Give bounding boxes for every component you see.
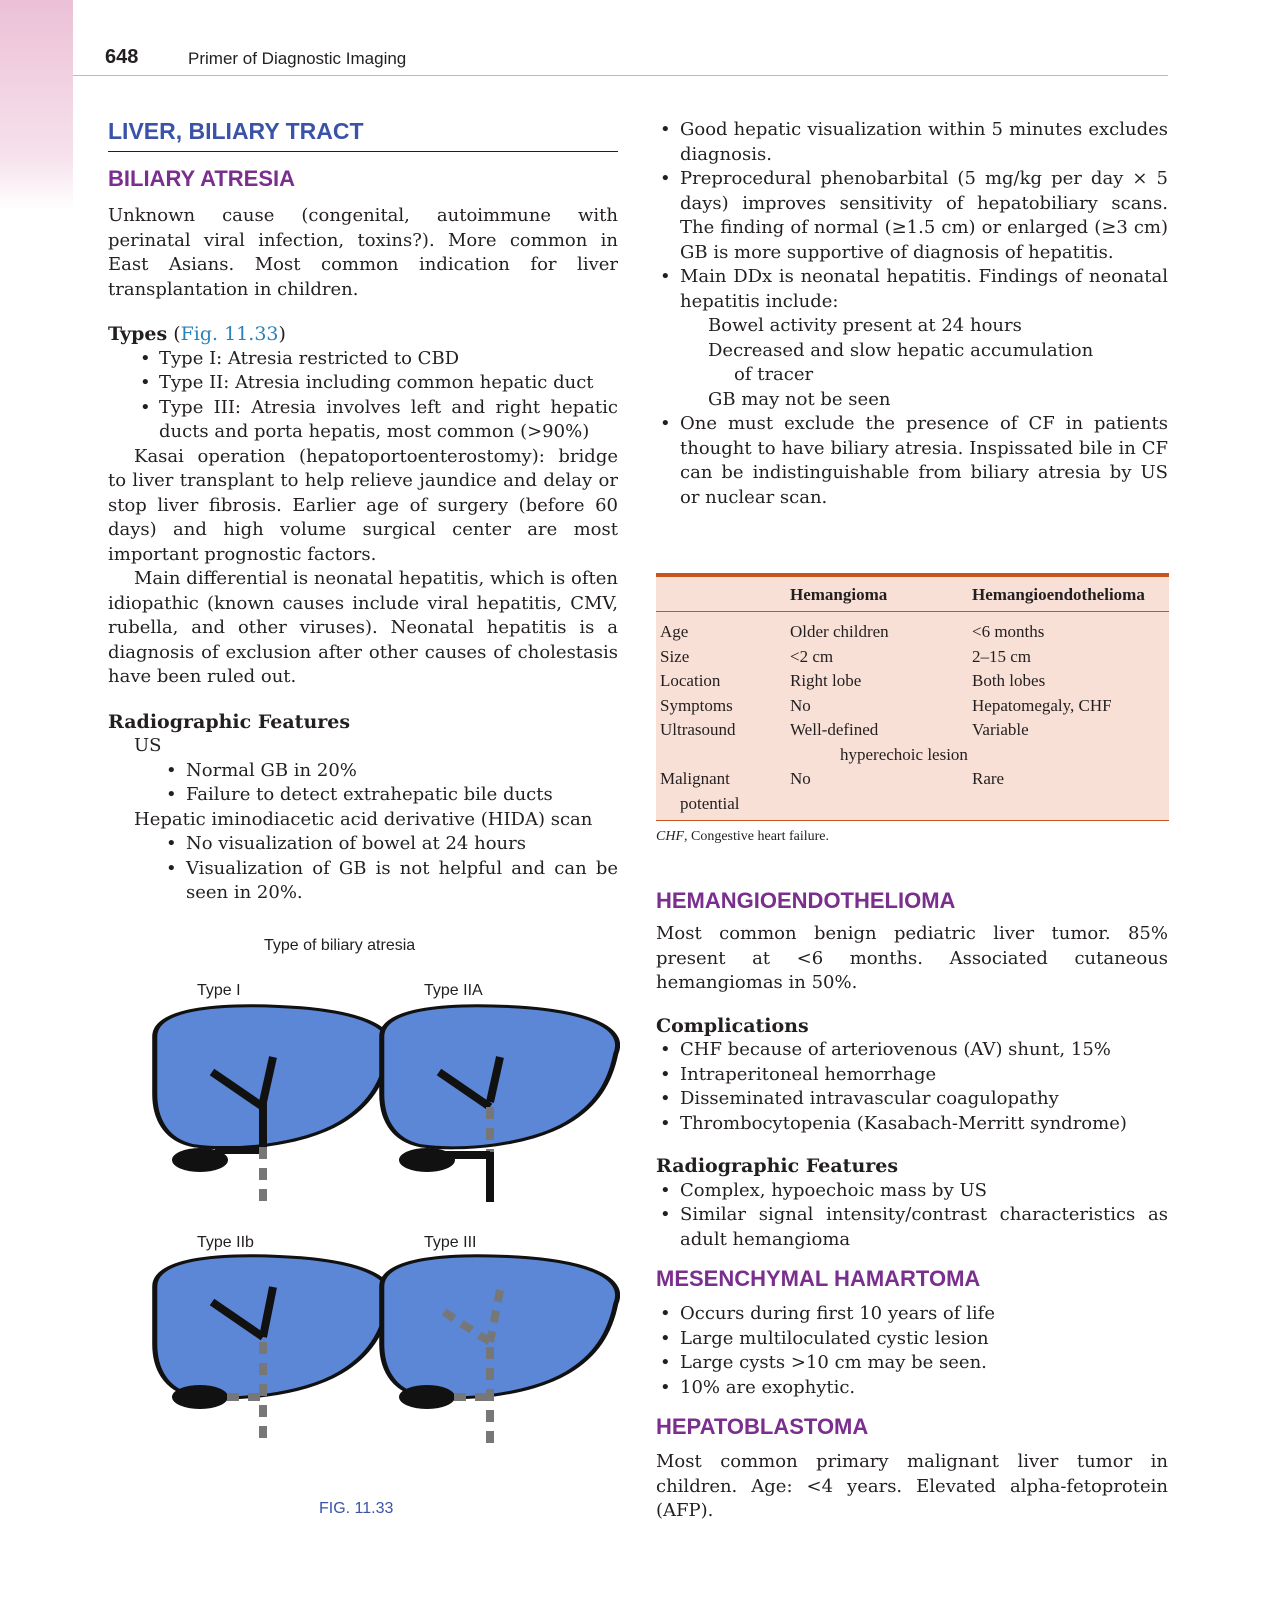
fig-link[interactable]: Fig. 11.33 bbox=[180, 323, 279, 345]
table-row bbox=[656, 645, 1169, 670]
hemangioma-table bbox=[656, 577, 1169, 820]
table-row bbox=[656, 694, 1169, 719]
label-type-iib: Type IIb bbox=[197, 1234, 254, 1251]
complications-list bbox=[656, 1038, 1168, 1136]
table-cell: No bbox=[790, 695, 811, 715]
cf-note-list bbox=[656, 412, 1168, 510]
list-item: • Large multiloculated cystic lesion bbox=[656, 1327, 1168, 1352]
liver-shape bbox=[155, 1256, 391, 1398]
table-row bbox=[656, 669, 1169, 694]
hemangioendothelioma-text: Most common benign pediatric liver tumor. 85% present at <6 months. Associated cutaneous hemangiomas in 50%. bbox=[656, 923, 1168, 993]
kasai-paragraph: Kasai operation (hepatoportoenterostomy): bridge to liver transplant to help relieve jaundice and delay or stop liver fibrosis. Earlier age of surgery (before 60 days) and high volume surgical center are most important prognostic factors. bbox=[108, 445, 618, 565]
list-item: • Normal GB in 20% bbox=[108, 759, 618, 784]
section-title: LIVER, BILIARY TRACT bbox=[108, 118, 364, 144]
table-cell: Symptoms bbox=[660, 695, 733, 715]
complications-heading: Complications bbox=[656, 1014, 809, 1037]
page-number: 648 bbox=[105, 46, 139, 68]
table-cell: No bbox=[790, 769, 811, 788]
header-rule bbox=[73, 75, 1168, 76]
table-cell: Older children bbox=[790, 622, 889, 641]
list-item: • No visualization of bowel at 24 hours bbox=[108, 832, 618, 857]
types-list bbox=[108, 347, 618, 445]
page-header bbox=[105, 46, 1145, 76]
table-row bbox=[656, 620, 1169, 645]
biliary-atresia-figure bbox=[140, 937, 620, 1517]
table-cell: Rare bbox=[972, 769, 1005, 788]
list-item: • Complex, hypoechoic mass by US bbox=[656, 1179, 1168, 1204]
list-item: • Similar signal intensity/contrast characteristics as adult hemangioma bbox=[656, 1203, 1168, 1252]
table-cell bbox=[972, 792, 1169, 817]
list-item: • 10% are exophytic. bbox=[656, 1376, 1168, 1401]
gallbladder bbox=[399, 1385, 455, 1409]
table-row bbox=[656, 792, 1169, 817]
biliary-atresia-title: BILIARY ATRESIA bbox=[108, 166, 296, 191]
table-header-cell: Hemangioma bbox=[790, 577, 972, 612]
table-cell: Size bbox=[660, 646, 690, 666]
table-cell bbox=[790, 792, 972, 817]
hemangioendothelioma-title: HEMANGIOENDOTHELIOMA bbox=[656, 888, 956, 913]
table-cell: potential bbox=[680, 793, 740, 813]
list-item: • Type II: Atresia including common hepatic duct bbox=[108, 371, 618, 396]
footnote-text: , Congestive heart failure. bbox=[684, 829, 830, 844]
table-cell: Right lobe bbox=[790, 671, 862, 690]
label-type-iia: Type IIA bbox=[424, 982, 483, 999]
list-item: • Occurs during first 10 years of life bbox=[656, 1302, 1168, 1327]
radiographic-features-heading-right: Radiographic Features bbox=[656, 1155, 899, 1177]
type-iii-diagram bbox=[382, 1256, 618, 1447]
list-item: • Visualization of GB is not helpful and can be seen in 20%. bbox=[108, 857, 618, 906]
right-column-lower bbox=[656, 888, 1168, 1524]
hepatitis-finding: Decreased and slow hepatic accumulation bbox=[708, 339, 1094, 361]
comparison-table bbox=[656, 573, 1169, 845]
table-row bbox=[656, 767, 1169, 792]
table-cell: Malignant bbox=[660, 769, 730, 788]
type-iib-diagram bbox=[155, 1256, 391, 1447]
list-item: • CHF because of arteriovenous (AV) shunt, 15% bbox=[656, 1038, 1168, 1063]
table-bottom-rule bbox=[656, 820, 1169, 821]
gallbladder bbox=[172, 1385, 228, 1409]
list-item: • Type I: Atresia restricted to CBD bbox=[108, 347, 618, 372]
figure-caption: FIG. 11.33 bbox=[319, 1500, 394, 1517]
list-item: • Type III: Atresia involves left and right hepatic ducts and porta hepatis, most common (>90%) bbox=[108, 396, 618, 445]
atresia-diagrams bbox=[140, 937, 620, 1497]
page-edge-tab bbox=[0, 0, 73, 210]
biliary-intro: Unknown cause (congenital, autoimmune with perinatal viral infection, toxins?). More common in East Asians. Most common indication for liver transplantation in children. bbox=[108, 205, 618, 300]
table-cell: Hepatomegaly, CHF bbox=[972, 695, 1112, 715]
table-cell bbox=[972, 743, 1169, 768]
right-column bbox=[656, 118, 1168, 510]
table-cell: Variable bbox=[972, 720, 1029, 739]
running-title: Primer of Diagnostic Imaging bbox=[188, 49, 407, 68]
list-item: • Thrombocytopenia (Kasabach-Merritt syndrome) bbox=[656, 1112, 1168, 1137]
hepatitis-finding: Bowel activity present at 24 hours bbox=[708, 315, 1022, 336]
table-cell: Both lobes bbox=[972, 671, 1046, 690]
table-row bbox=[656, 743, 1169, 768]
list-item: • Large cysts >10 cm may be seen. bbox=[656, 1351, 1168, 1376]
main-differential-paragraph: Main differential is neonatal hepatitis, which is often idiopathic (known causes include viral hepatitis, CMV, rubella, and other viruses). Neonatal hepatitis is a diagnosis of exclusion after other causes of cholestasis have been ruled out. bbox=[108, 568, 618, 687]
mesenchymal-hamartoma-title: MESENCHYMAL HAMARTOMA bbox=[656, 1266, 981, 1291]
list-item: • Main DDx is neonatal hepatitis. Findings of neonatal hepatitis include: bbox=[656, 265, 1168, 314]
radiographic-features-heading: Radiographic Features bbox=[108, 710, 351, 733]
list-item: • Failure to detect extrahepatic bile ducts bbox=[108, 783, 618, 808]
table-cell: Ultrasound bbox=[660, 720, 736, 739]
table-footnote bbox=[656, 829, 1169, 845]
left-column bbox=[108, 118, 618, 906]
hepatitis-finding-continued: of tracer bbox=[734, 364, 814, 385]
footnote-abbr: CHF bbox=[656, 829, 684, 844]
hida-list bbox=[108, 832, 618, 906]
type-iia-diagram bbox=[382, 1006, 618, 1202]
us-label: US bbox=[134, 735, 162, 756]
figure-title: Type of biliary atresia bbox=[264, 937, 416, 954]
type-i-diagram bbox=[155, 1006, 391, 1202]
types-head-text: Types bbox=[108, 323, 168, 345]
types-ref-open: ( bbox=[167, 323, 181, 345]
table-header-cell bbox=[656, 577, 790, 612]
table-cell: <6 months bbox=[972, 622, 1045, 641]
us-list bbox=[108, 759, 618, 808]
hida-label: Hepatic iminodiacetic acid derivative (HIDA) scan bbox=[134, 808, 593, 830]
hepatitis-finding: GB may not be seen bbox=[708, 388, 891, 410]
types-ref-close: ) bbox=[278, 323, 286, 345]
list-item: • Good hepatic visualization within 5 minutes excludes diagnosis. bbox=[656, 118, 1168, 167]
hepatoblastoma-text: Most common primary malignant liver tumor in children. Age: <4 years. Elevated alpha-fetoprotein (AFP). bbox=[656, 1451, 1168, 1521]
mesenchymal-list bbox=[656, 1302, 1168, 1400]
list-item: • Disseminated intravascular coagulopathy bbox=[656, 1087, 1168, 1112]
list-item: • One must exclude the presence of CF in patients thought to have biliary atresia. Inspissated bile in CF can be indistinguishable from biliary atresia by US or nuclear scan. bbox=[656, 412, 1168, 510]
table-cell: Age bbox=[660, 622, 689, 641]
table-header-cell: Hemangioendothelioma bbox=[972, 577, 1169, 612]
hepatoblastoma-title: HEPATOBLASTOMA bbox=[656, 1414, 869, 1439]
table-cell: Location bbox=[660, 671, 721, 690]
section-rule bbox=[108, 151, 618, 152]
table-cell: hyperechoic lesion bbox=[840, 744, 968, 764]
list-item: • Preprocedural phenobarbital (5 mg/kg per day × 5 days) improves sensitivity of hepatobiliary scans. The finding of normal (≥1.5 cm) or enlarged (≥3 cm) GB is more supportive of diagnosis of hepatitis. bbox=[656, 167, 1168, 265]
label-type-i: Type I bbox=[197, 982, 241, 999]
table-cell bbox=[656, 743, 790, 768]
table-row bbox=[656, 718, 1169, 743]
table-cell: <2 cm bbox=[790, 646, 834, 666]
table-cell: Well-defined bbox=[790, 720, 879, 739]
label-type-iii: Type III bbox=[424, 1234, 477, 1251]
liver-shape bbox=[382, 1256, 618, 1398]
list-item: • Intraperitoneal hemorrhage bbox=[656, 1063, 1168, 1088]
table-cell: 2–15 cm bbox=[972, 646, 1032, 666]
hida-notes-list bbox=[656, 118, 1168, 314]
types-heading bbox=[108, 322, 618, 347]
table-header-row bbox=[656, 577, 1169, 612]
radiographic-list bbox=[656, 1179, 1168, 1253]
